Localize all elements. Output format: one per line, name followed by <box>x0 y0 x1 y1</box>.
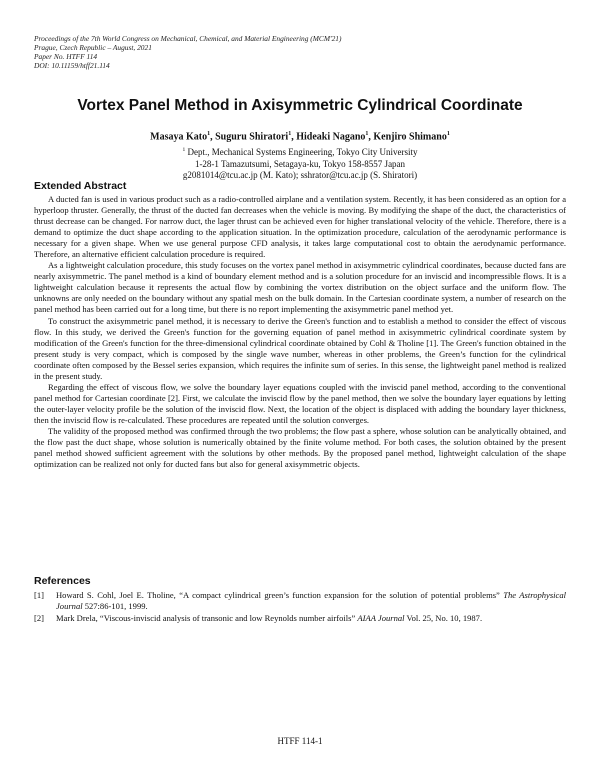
abstract-paragraph: A ducted fan is used in various product such as a radio-controlled airplane and a ventilation system. Recently, it has been considered as an option for a hyperloop thruster. Generally, the thrust of the ducted fan decreases when the vehicle is moving. By modifying the shape of the duct, the characteristics of thrust decrease can be changed. For narrow duct, the lager thrust can be achieved even for higher translational velocity of the vehicle. Therefore, there is a demand to optimize the duct shape according to the application situation. In the optimization procedure, calculation of the aerodynamic performance is necessary for a given shape. When we use general purpose CFD analysis, it takes large computational cost to obtain the aerodynamic performance. Therefore, an alternative efficient calculation procedure is required. <box>34 194 566 260</box>
reference-text: Mark Drela, “Viscous-inviscid analysis of transonic and low Reynolds number airfoils” AIAA Journal Vol. 25, No. 10, 1987. <box>56 613 483 624</box>
reference-journal: AIAA Journal <box>357 613 405 624</box>
author-name: Hideaki Nagano <box>296 131 366 143</box>
abstract-paragraph: As a lightweight calculation procedure, this study focuses on the vortex panel method in axisymmetric cylindrical coordinates, because ducted fans are nearly axisymmetric. The panel method is a kind of boundary element method and is a solution procedure for an inviscid and incompressible flows. It is a lightweight calculation because it represents the actual flow by combining the vortex distribution on the object surface and the uniform flow. The unknowns are only needed on the boundary without any spatial mesh on the bulk domain. In the Cartesian coordinate system, a number of research on the panel method has been carried out for a long time, but there is no report implementing the axisymmetric panel method yet. <box>34 260 566 315</box>
reference-item <box>34 613 566 624</box>
affiliation-address: 1-28-1 Tamazutsumi, Setagaya-ku, Tokyo 158-8557 Japan <box>194 158 406 169</box>
abstract-paragraph: Regarding the effect of viscous flow, we solve the boundary layer equations coupled with the inviscid panel method, according to the conventional panel method for Cartesian coordinate [2]. First, we calculate the inviscid flow by the panel method, then we solve the boundary layer equations by letting the outer-layer velocity profile be the solution of the inviscid flow. Next, the location of the object is displaced with adding the boundary layer thickness, then the inviscid flow is re-calculated. These procedures are repeated until the solution converges. <box>34 381 566 425</box>
abstract-heading: Extended Abstract <box>34 180 127 192</box>
abstract-body <box>34 194 566 470</box>
affiliation <box>0 145 600 182</box>
affiliation-emails: g2081014@tcu.ac.jp (M. Kato); sshrator@tcu.ac.jp (S. Shiratori) <box>182 170 418 180</box>
abstract-paragraph: The validity of the proposed method was confirmed through the two problems; the flow past a sphere, whose solution can be analytically obtained, and the flow past the duct shape, whose solution is numerically obtained by the finite volume method. For both cases, the solution obtained by the present panel method showed sufficient agreement with the solutions by other methods. By the proposed panel method, lightweight calculation of the shape optimization can be realized not only for ducted fans but also for general axisymmetric objects. <box>34 425 566 470</box>
proceedings-header <box>34 34 341 70</box>
abstract-paragraph: To construct the axisymmetric panel method, it is necessary to derive the Green's function and to establish a method to consider the effect of viscous flow. In this study, we derived the Green's function for the governing equation of panel method in axisymmetric cylindrical coordinate system by modification of the Green's function for the three-dimensional cylindrical coordinate obtained by Cohl & Tholine [1]. The Green's function obtained in the present study is very compact, which is composed by the single wave number, whereas in other problems, the Green’s function for the cylindrical coordinate often composed by the Bessel series expansion, which requires the infinite sum of series. In this sense, the lightweight panel method is realized in the present study. <box>34 315 566 381</box>
page-footer: HTFF 114-1 <box>277 736 323 746</box>
reference-list <box>34 590 566 625</box>
reference-item <box>34 590 566 612</box>
author-affil-mark: 1 <box>288 131 292 137</box>
affil-mark: 1 <box>182 147 186 153</box>
author-name: Kenjiro Shimano <box>373 131 447 143</box>
reference-number: [2] <box>34 613 44 624</box>
references-heading: References <box>34 575 91 587</box>
reference-journal: The Astrophysical Journal <box>56 590 566 612</box>
header-line: Proceedings of the 7th World Congress on Mechanical, Chemical, and Material Engineering (MCM'21) <box>34 34 342 43</box>
reference-number: [1] <box>34 590 44 600</box>
author-name: Masaya Kato <box>150 131 208 143</box>
header-line: Paper No. HTFF 114 <box>34 52 98 61</box>
author-affil-mark: 1 <box>365 131 369 137</box>
header-line: DOI: 10.11159/htff21.114 <box>34 61 110 70</box>
reference-text: Howard S. Cohl, Joel E. Tholine, “A compact cylindrical green’s function expansion for the solution of potential problems” The Astrophysical Journal 527:86-101, 1999. <box>56 590 566 612</box>
author-affil-mark: 1 <box>207 131 211 137</box>
paper-title: Vortex Panel Method in Axisymmetric Cylindrical Coordinate <box>77 97 523 114</box>
affiliation-dept: $^1$ Dept., Mechanical Systems Engineering, Tokyo City University <box>182 147 418 157</box>
author-affil-mark: 1 <box>446 131 450 137</box>
header-line: Prague, Czech Republic – August, 2021 <box>34 43 152 52</box>
author-list: Masaya Kato$^1$, Suguru Shiratori$^1$, Hideaki Nagano$^1$, Kenjiro Shimano$^1$ <box>150 131 450 143</box>
author-name: Suguru Shiratori <box>215 131 289 143</box>
